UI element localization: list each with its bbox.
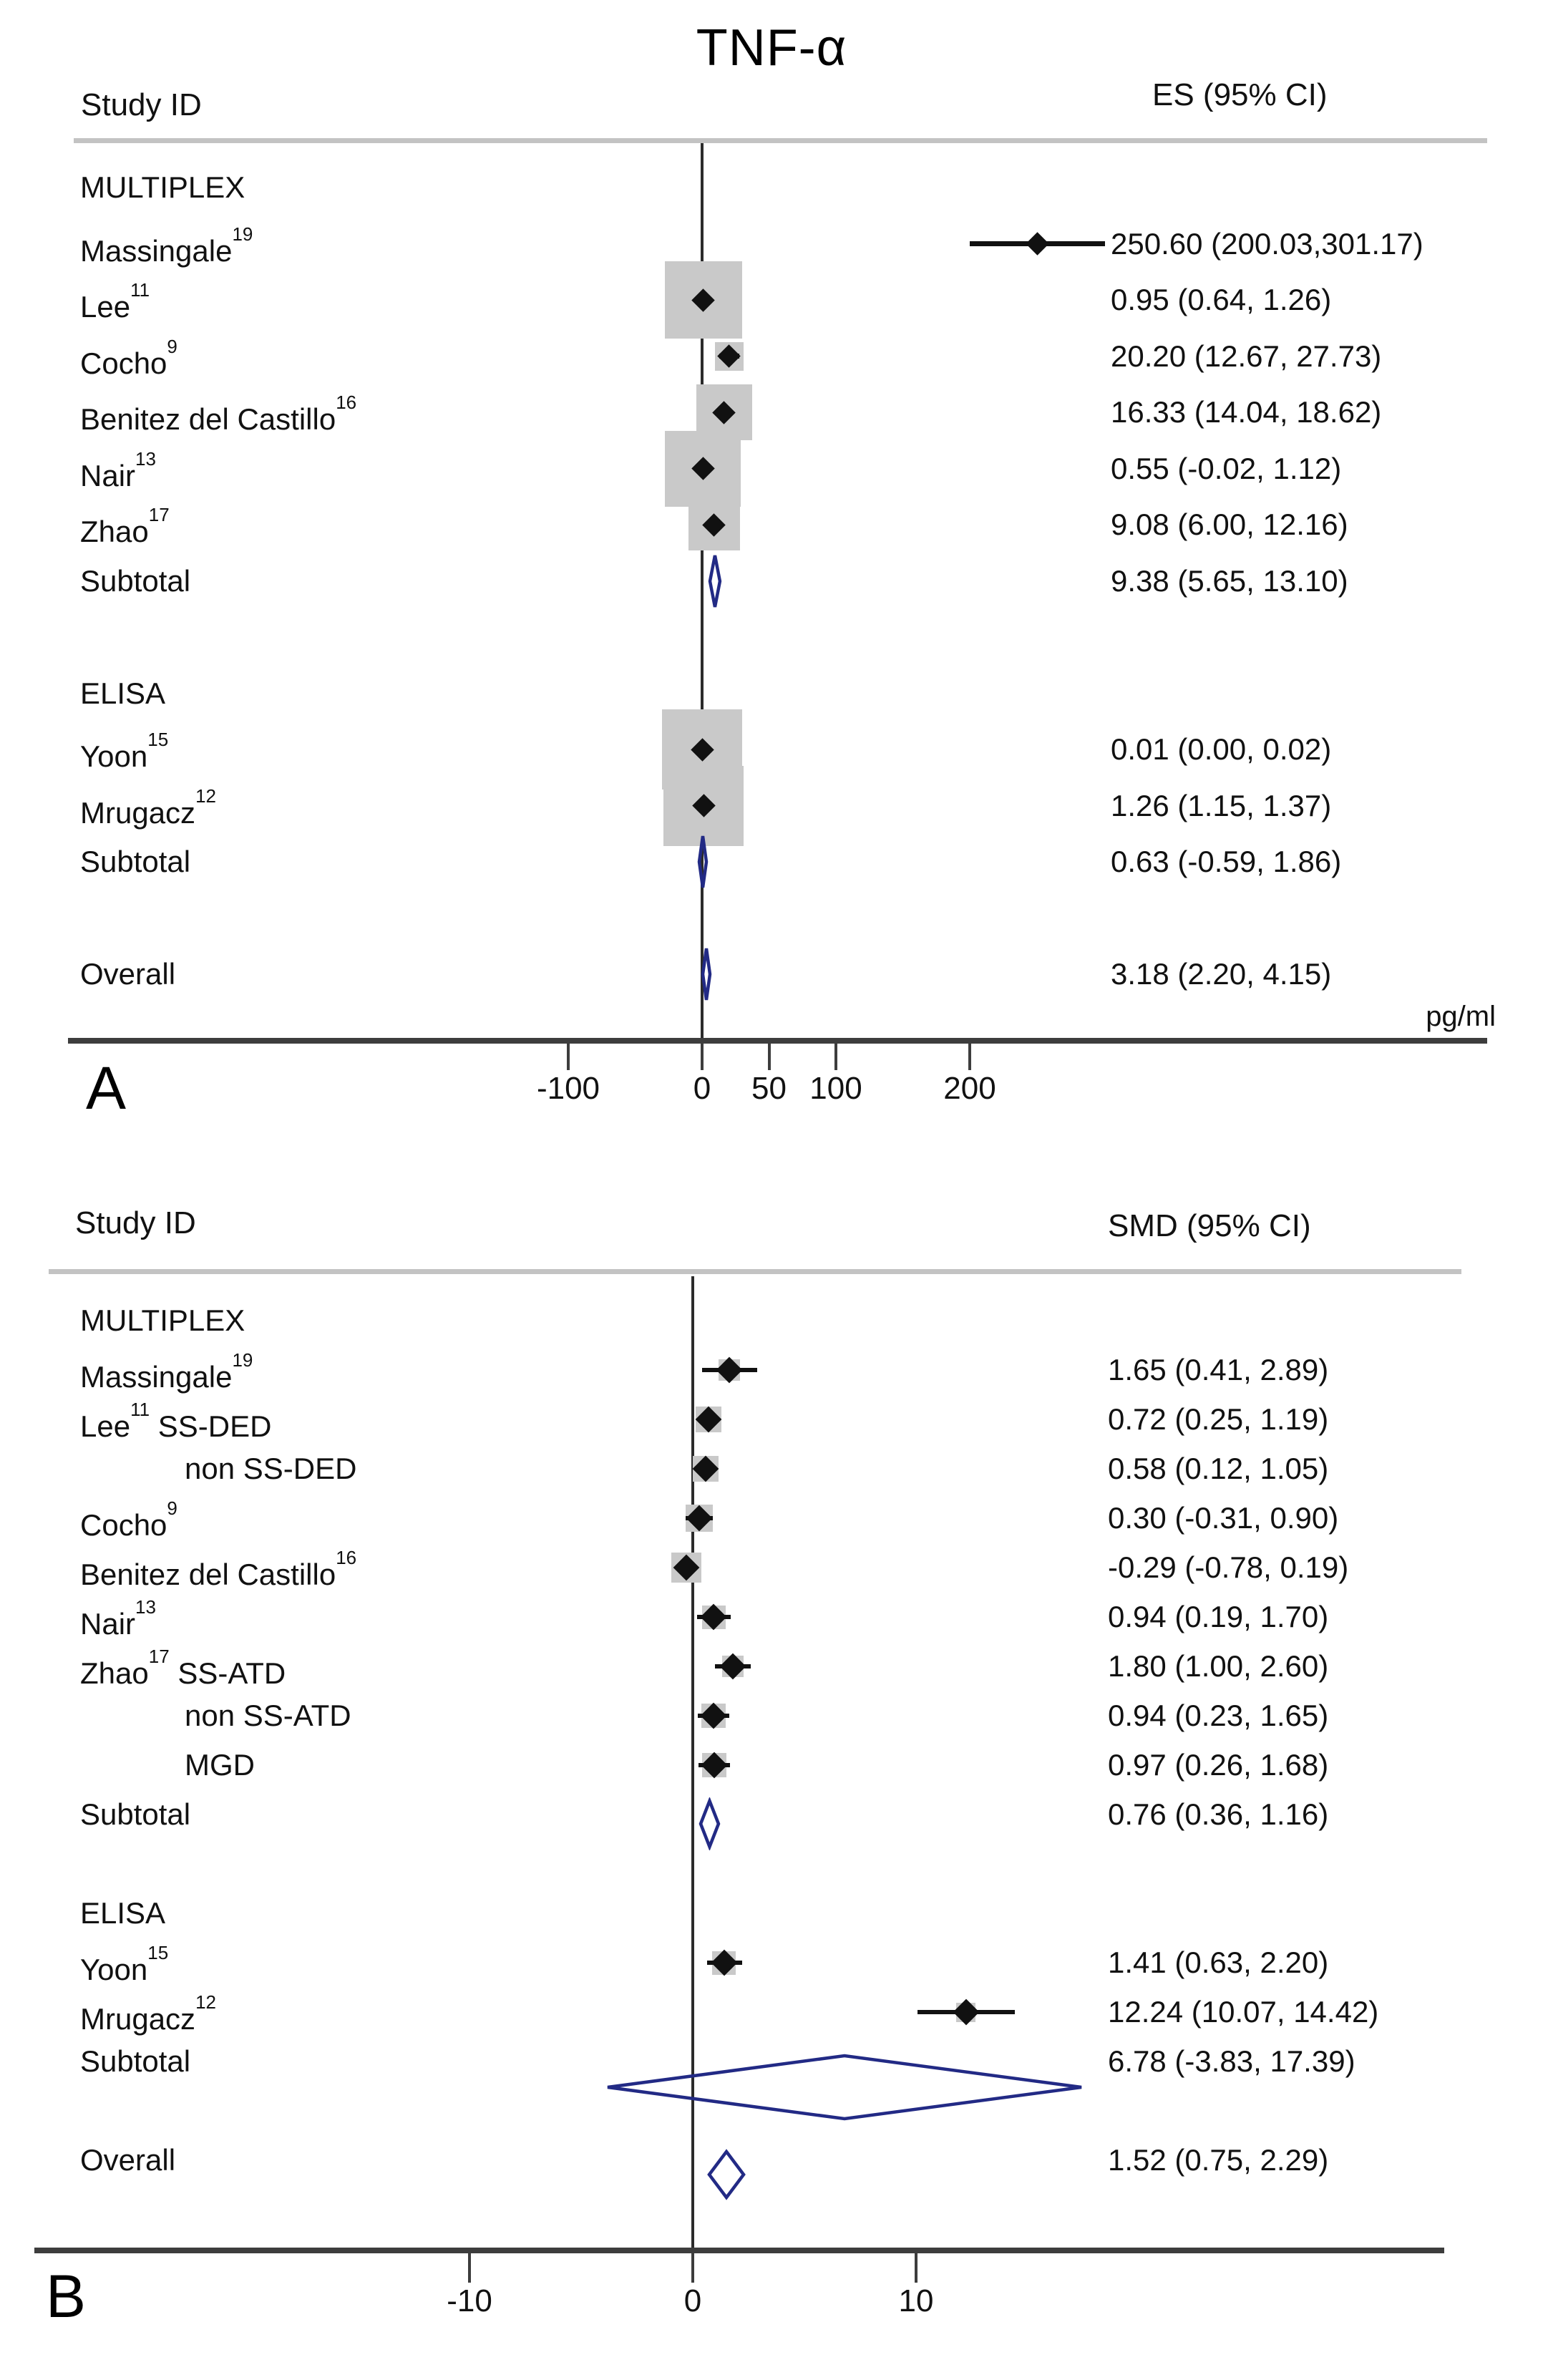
row-label: Benitez del Castillo$^{16}$ [80, 1547, 357, 1591]
citation-superscript: 15 [147, 729, 169, 750]
row-label: Cocho$^9$ [80, 1497, 177, 1542]
effect-estimate-text: 0.01 (0.00, 0.02) [1111, 732, 1332, 766]
effect-estimate-text: 0.55 (-0.02, 1.12) [1111, 451, 1342, 485]
subtotal-diamond [604, 2052, 1085, 2122]
effect-estimate-text: 12.24 (10.07, 14.42) [1108, 1995, 1379, 2029]
effect-estimate-text: 1.26 (1.15, 1.37) [1111, 788, 1332, 822]
group-label: ELISA [80, 676, 166, 710]
citation-superscript: 11 [130, 279, 150, 301]
row-label: Cocho$^9$ [80, 335, 177, 380]
subtotal-diamond [696, 832, 710, 891]
row-label: Mrugacz$^{12}$ [80, 1991, 216, 2036]
effect-estimate-text: 3.18 (2.20, 4.15) [1111, 957, 1332, 991]
diamond-outline [699, 836, 706, 888]
row-label: non SS-DED [185, 1452, 357, 1485]
row-label: Zhao$^{17}$ [80, 504, 170, 548]
diamond-outline [701, 1801, 719, 1847]
row-label: Nair$^{13}$ [80, 447, 156, 492]
citation-superscript: 12 [195, 1991, 216, 2013]
header-rule [49, 1269, 1461, 1274]
effect-estimate-text: 1.80 (1.00, 2.60) [1108, 1649, 1329, 1683]
effect-estimate-text: -0.29 (-0.78, 0.19) [1108, 1550, 1349, 1584]
panel-b-study-id-header: Study ID [75, 1205, 196, 1240]
x-axis-tick [834, 1043, 837, 1070]
row-label: Benitez del Castillo$^{16}$ [80, 392, 357, 436]
panel-b-letter: B [46, 2263, 87, 2330]
citation-superscript: 13 [135, 447, 156, 470]
x-axis-tick-label: 0 [693, 1071, 711, 1106]
x-axis-tick-label: -100 [536, 1071, 600, 1106]
row-label: MGD [185, 1748, 255, 1782]
x-axis-tick [915, 2253, 917, 2283]
row-label: non SS-ATD [185, 1699, 351, 1732]
x-axis-tick-label: 100 [809, 1071, 862, 1106]
effect-estimate-text: 9.38 (5.65, 13.10) [1111, 563, 1348, 598]
effect-estimate-text: 0.76 (0.36, 1.16) [1108, 1797, 1329, 1831]
row-label: Overall [80, 957, 176, 991]
x-axis-line [68, 1038, 1487, 1044]
x-axis-tick [691, 2253, 694, 2283]
row-label: Yoon$^{15}$ [80, 729, 169, 773]
x-axis-line [34, 2248, 1444, 2253]
x-axis-tick [701, 1043, 704, 1070]
citation-superscript: 15 [147, 1942, 169, 1963]
panel-a-letter: A [86, 1054, 127, 1122]
x-axis-tick-label: -10 [447, 2283, 492, 2318]
effect-estimate-text: 20.20 (12.67, 27.73) [1111, 339, 1382, 373]
effect-estimate-text: 0.63 (-0.59, 1.86) [1111, 845, 1342, 878]
citation-superscript: 12 [195, 785, 216, 807]
row-label: Lee$^{11}$ SS-DED [80, 1399, 272, 1443]
row-label: Yoon$^{15}$ [80, 1942, 169, 1986]
row-label: Subtotal [80, 563, 191, 598]
figure-title: TNF-α [696, 19, 847, 77]
subtotal-diamond [706, 552, 724, 611]
effect-estimate-text: 0.94 (0.23, 1.65) [1108, 1699, 1329, 1732]
x-axis-tick [468, 2253, 471, 2283]
effect-estimate-text: 9.08 (6.00, 12.16) [1111, 507, 1348, 541]
panel-a-study-id-header: Study ID [81, 87, 202, 122]
citation-superscript: 16 [336, 1547, 357, 1568]
group-label: MULTIPLEX [80, 170, 245, 204]
x-axis-tick-label: 200 [943, 1071, 996, 1106]
citation-superscript: 11 [130, 1399, 150, 1420]
row-label: Overall [80, 2143, 176, 2177]
effect-estimate-text: 250.60 (200.03,301.17) [1111, 226, 1423, 261]
x-axis-tick [968, 1043, 971, 1070]
citation-superscript: 19 [232, 223, 253, 245]
point-marker [1026, 232, 1049, 256]
row-label: Zhao$^{17}$ SS-ATD [80, 1646, 286, 1690]
diamond-outline [710, 555, 720, 607]
row-label: Nair$^{13}$ [80, 1596, 156, 1641]
diamond-outline [709, 2152, 744, 2197]
row-label: Lee$^{11}$ [80, 279, 150, 324]
x-axis-tick-label: 0 [683, 2283, 702, 2318]
diamond-outline [703, 948, 710, 1000]
group-label: MULTIPLEX [80, 1303, 245, 1337]
x-axis-tick [567, 1043, 570, 1070]
effect-estimate-text: 0.58 (0.12, 1.05) [1108, 1452, 1329, 1485]
effect-estimate-text: 0.72 (0.25, 1.19) [1108, 1402, 1329, 1436]
diamond-outline [608, 2056, 1081, 2119]
x-axis-tick-label: 10 [898, 2283, 934, 2318]
effect-estimate-text: 0.94 (0.19, 1.70) [1108, 1600, 1329, 1633]
effect-estimate-text: 0.95 (0.64, 1.26) [1111, 283, 1332, 316]
effect-estimate-text: 1.65 (0.41, 2.89) [1108, 1353, 1329, 1386]
header-rule [74, 138, 1487, 143]
subtotal-diamond [697, 1797, 722, 1850]
x-axis-tick-label: 50 [751, 1071, 787, 1106]
effect-estimate-text: 0.30 (-0.31, 0.90) [1108, 1501, 1339, 1535]
row-label: Massingale$^{19}$ [80, 223, 253, 268]
group-label: ELISA [80, 1896, 166, 1930]
row-label: Subtotal [80, 845, 191, 878]
citation-superscript: 9 [167, 335, 177, 357]
effect-estimate-text: 6.78 (-3.83, 17.39) [1108, 2044, 1355, 2078]
effect-estimate-text: 1.41 (0.63, 2.20) [1108, 1946, 1329, 1979]
citation-superscript: 17 [148, 1646, 170, 1667]
citation-superscript: 16 [336, 392, 357, 413]
row-label: Subtotal [80, 1797, 191, 1831]
row-label: Subtotal [80, 2044, 191, 2078]
row-label: Mrugacz$^{12}$ [80, 785, 216, 830]
effect-estimate-text: 1.52 (0.75, 2.29) [1108, 2143, 1329, 2177]
citation-superscript: 9 [167, 1497, 177, 1519]
effect-estimate-text: 0.97 (0.26, 1.68) [1108, 1748, 1329, 1782]
overall-diamond [706, 2148, 747, 2201]
row-label: Massingale$^{19}$ [80, 1349, 253, 1394]
overall-diamond [699, 945, 714, 1004]
effect-estimate-text: 16.33 (14.04, 18.62) [1111, 395, 1382, 429]
panel-a-unit-label: pg/ml [1426, 1001, 1496, 1032]
citation-superscript: 17 [148, 504, 170, 525]
panel-a-effect-header: ES (95% CI) [1152, 77, 1328, 112]
x-axis-tick [768, 1043, 771, 1070]
panel-b-effect-header: SMD (95% CI) [1108, 1208, 1311, 1243]
citation-superscript: 19 [232, 1349, 253, 1371]
citation-superscript: 13 [135, 1596, 156, 1618]
